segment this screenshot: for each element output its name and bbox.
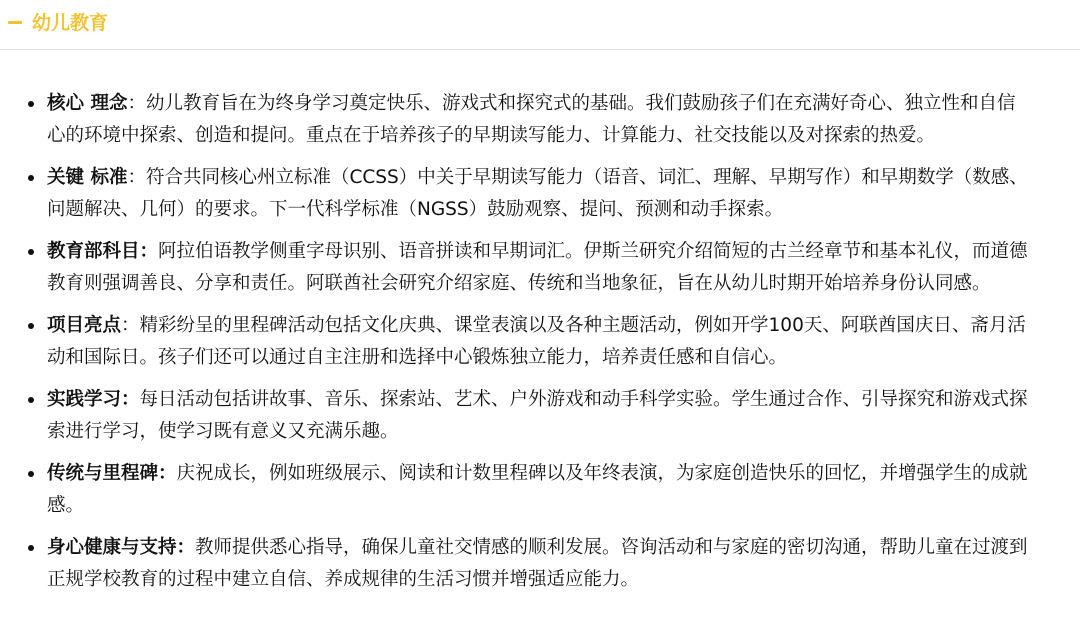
item-term: 关键 标准 <box>47 167 128 188</box>
list-item <box>22 384 1032 448</box>
item-text: 庆祝成长，例如班级展示、阅读和计数里程碑以及年终表演，为家庭创造快乐的回忆，并增强学生的成就感。 <box>47 463 1028 516</box>
item-separator: ： <box>121 315 140 336</box>
list-item <box>22 458 1032 522</box>
bullet-icon <box>28 101 34 107</box>
item-separator: ： <box>127 167 146 188</box>
item-text: 幼儿教育旨在为终身学习奠定快乐、游戏式和探究式的基础。我们鼓励孩子们在充满好奇心、独立性和自信心的环境中探索、创造和提问。重点在于培养孩子的早期读写能力、计算能力、社交技能以及对探索的热爱。 <box>47 93 1016 146</box>
list-item <box>22 310 1032 374</box>
item-text: 每日活动包括讲故事、音乐、探索站、艺术、户外游戏和动手科学实验。学生通过合作、引导探究和游戏式探索进行学习，使学习既有意义又充满乐趣。 <box>47 389 1028 442</box>
bullet-icon <box>28 323 34 329</box>
item-term: 实践学习： <box>47 389 140 410</box>
section-title: 幼儿教育 <box>32 12 109 34</box>
bullet-icon <box>28 471 34 477</box>
bullet-icon <box>28 397 34 403</box>
bullet-icon <box>28 175 34 181</box>
header-dash-icon <box>8 21 22 24</box>
section-header <box>0 0 1080 50</box>
item-text: 教师提供悉心指导，确保儿童社交情感的顺利发展。咨询活动和与家庭的密切沟通，帮助儿童在过渡到正规学校教育的过程中建立自信、养成规律的生活习惯并增强适应能力。 <box>47 537 1028 590</box>
list-item <box>22 532 1032 596</box>
list-item <box>22 162 1032 226</box>
item-text: 精彩纷呈的里程碑活动包括文化庆典、课堂表演以及各种主题活动，例如开学100天、阿联酋国庆日、斋月活动和国际日。孩子们还可以通过自主注册和选择中心锻炼独立能力，培养责任感和自信心。 <box>47 315 1026 368</box>
item-term: 身心健康与支持： <box>47 537 196 558</box>
item-separator: ： <box>127 93 146 114</box>
item-text: 符合共同核心州立标准（CCSS）中关于早期读写能力（语音、词汇、理解、早期写作）和早期数学（数感、问题解决、几何）的要求。下一代科学标准（NGSS）鼓励观察、提问、预测和动手探索。 <box>47 167 1028 220</box>
item-text: 阿拉伯语教学侧重字母识别、语音拼读和早期词汇。伊斯兰研究介绍简短的古兰经章节和基本礼仪，而道德教育则强调善良、分享和责任。阿联酋社会研究介绍家庭、传统和当地象征，旨在从幼儿时期开始培养身份认同感。 <box>47 241 1028 294</box>
list-item <box>22 236 1032 300</box>
bullet-icon <box>28 249 34 255</box>
bullet-icon <box>28 545 34 551</box>
content-list <box>22 88 1032 606</box>
item-term: 核心 理念 <box>47 93 128 114</box>
list-item <box>22 88 1032 152</box>
item-term: 教育部科目： <box>47 241 159 262</box>
item-term: 项目亮点 <box>47 315 122 336</box>
item-term: 传统与里程碑： <box>47 463 177 484</box>
